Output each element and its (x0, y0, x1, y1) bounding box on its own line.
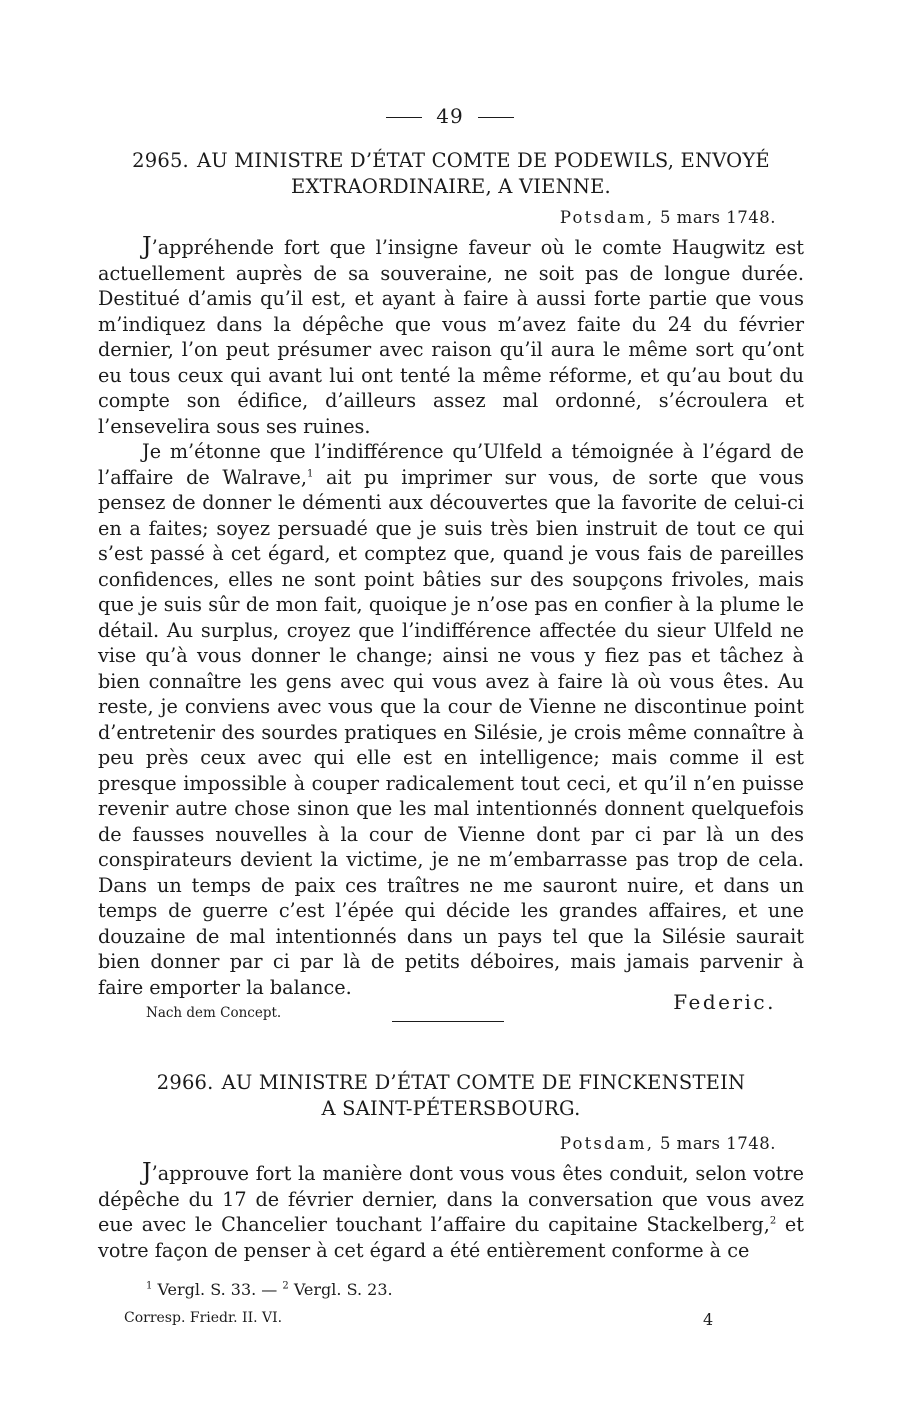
footnote-ref-1: 1 (306, 468, 314, 480)
letter-2966-paragraph-1 (98, 1160, 804, 1263)
letter-2966-paragraph-1-text-a: ’approuve fort la manière dont vous vous êtes conduit, selon votre dépêche du 17 de février dernier, dans la conversation que vous avez eue avec le Chancelier touchant l’affaire du capitaine Stackelberg, (98, 1162, 804, 1236)
letter-2966-dateline (560, 1134, 776, 1153)
footnote-2-text: Vergl. S. 23. (288, 1280, 393, 1299)
letter-2966-heading (98, 1070, 804, 1122)
footnote-2-mark: 2 (282, 1280, 289, 1292)
letter-2965-source-note: Nach dem Concept. (146, 1005, 282, 1021)
letter-2965-paragraph-1-text: ’appréhende fort que l’insigne faveur où le comte Haugwitz est actuellement auprès de sa souveraine, ne soit pas de longue durée. Destitué d’amis qu’il est, et ayant à faire à aussi forte partie que vous m’indiquez dans la dépêche que vous m’avez faite du 24 du février dernier, l’on peut présumer avec raison qu’il aura le même sort qu’ont eu tous ceux qui avant lui ont tenté la même réforme, et qu’au bout du compte son édifice, d’ailleurs assez mal ordonné, s’écroulera et l’ensevelira sous ses ruines. (98, 236, 804, 438)
section-divider (392, 1021, 504, 1022)
letter-2965-place: Potsdam, (559, 208, 655, 227)
folio-dash-right (478, 117, 514, 118)
letter-2966-paragraph-1-text-b: et votre façon de penser à cet égard a été entièrement conforme à ce (98, 1213, 804, 1262)
letter-2965-initial: J (142, 232, 152, 260)
page-number-text: 49 (436, 104, 464, 128)
letter-2965-number: 2965. (132, 149, 189, 172)
page-number (0, 104, 900, 128)
letter-2965-dateline (560, 208, 776, 227)
footnote-1-mark: 1 (146, 1280, 153, 1292)
folio-dash-left (386, 117, 422, 118)
letter-2966-title-line1: AU MINISTRE D’ÉTAT COMTE DE FINCKENSTEIN (221, 1071, 746, 1094)
letter-2965-heading (98, 148, 804, 200)
footnote-ref-2: 2 (769, 1215, 777, 1227)
letter-2966-title-line2: A SAINT-PÉTERSBOURG. (321, 1097, 581, 1120)
letter-2965-body (98, 234, 804, 1000)
letter-2965-paragraph-2-text-b: ait pu imprimer sur vous, de sorte que vous pensez de donner le démenti aux découvertes que la favorite de celui-ci en a faites; soyez persuadé que je suis très bien instruit de tout ce qui s’est passé à cet égard, et comptez que, quand je vous fais de pareilles confidences, elles ne sont point bâties sur des soupçons frivoles, mais que je suis sûr de mon fait, quoique je n’ose pas en confier à la plume le détail. Au surplus, croyez que l’indifférence affectée du sieur Ulfeld ne vise qu’à vous donner le change; ainsi ne vous y fiez pas et tâchez à bien connaître les gens avec qui vous avez à faire là où vous êtes. Au reste, je conviens avec vous que la cour de Vienne ne discontinue point d’entretenir des sourdes pratiques en Silésie, je crois même connaître à peu près ceux avec qui elle est en intelligence; mais comme il est presque impossible à couper radicalement tout ceci, et qu’il n’en puisse revenir autre chose sinon que les mal intentionnés donnent quelquefois de fausses nouvelles à la cour de Vienne dont par ci par là un des conspirateurs devient la victime, je ne m’embarrasse pas trop de cela. Dans un temps de paix ces traîtres ne me sauront nuire, et dans un temps de guerre c’est l’épée qui décide les grandes affaires, et une douzaine de mal intentionnés dans un pays tel que la Silésie saurait bien donner par ci par là de petits déboires, mais jamais parvenir à faire emporter la balance. (98, 465, 804, 999)
letter-2966-place: Potsdam, (559, 1134, 655, 1153)
letter-2965-title-line1: AU MINISTRE D’ÉTAT COMTE DE PODEWILS, ENVOYÉ (196, 149, 770, 172)
letter-2965-paragraph-2 (98, 439, 804, 1000)
letter-2965-signature: Federic. (673, 990, 776, 1014)
letter-2965-title-line2: EXTRAORDINAIRE, A VIENNE. (291, 175, 611, 198)
letter-2965-paragraph-2-text-a: Je m’étonne que l’indifférence qu’Ulfeld a témoignée à l’égard de l’affaire de Walrave, (98, 440, 804, 489)
letter-2966-body (98, 1160, 804, 1263)
letter-2965-date: 5 mars 1748. (659, 208, 776, 227)
footnote-1-text: Vergl. S. 33. — (152, 1280, 283, 1299)
running-footer: Corresp. Friedr. II. VI. (124, 1310, 283, 1326)
letter-2966-initial: J (142, 1158, 152, 1186)
letter-2965-paragraph-1 (98, 234, 804, 439)
footnotes (146, 1280, 393, 1299)
letter-2966-date: 5 mars 1748. (659, 1134, 776, 1153)
letter-2966-number: 2966. (156, 1071, 214, 1094)
signature-mark: 4 (703, 1310, 714, 1329)
